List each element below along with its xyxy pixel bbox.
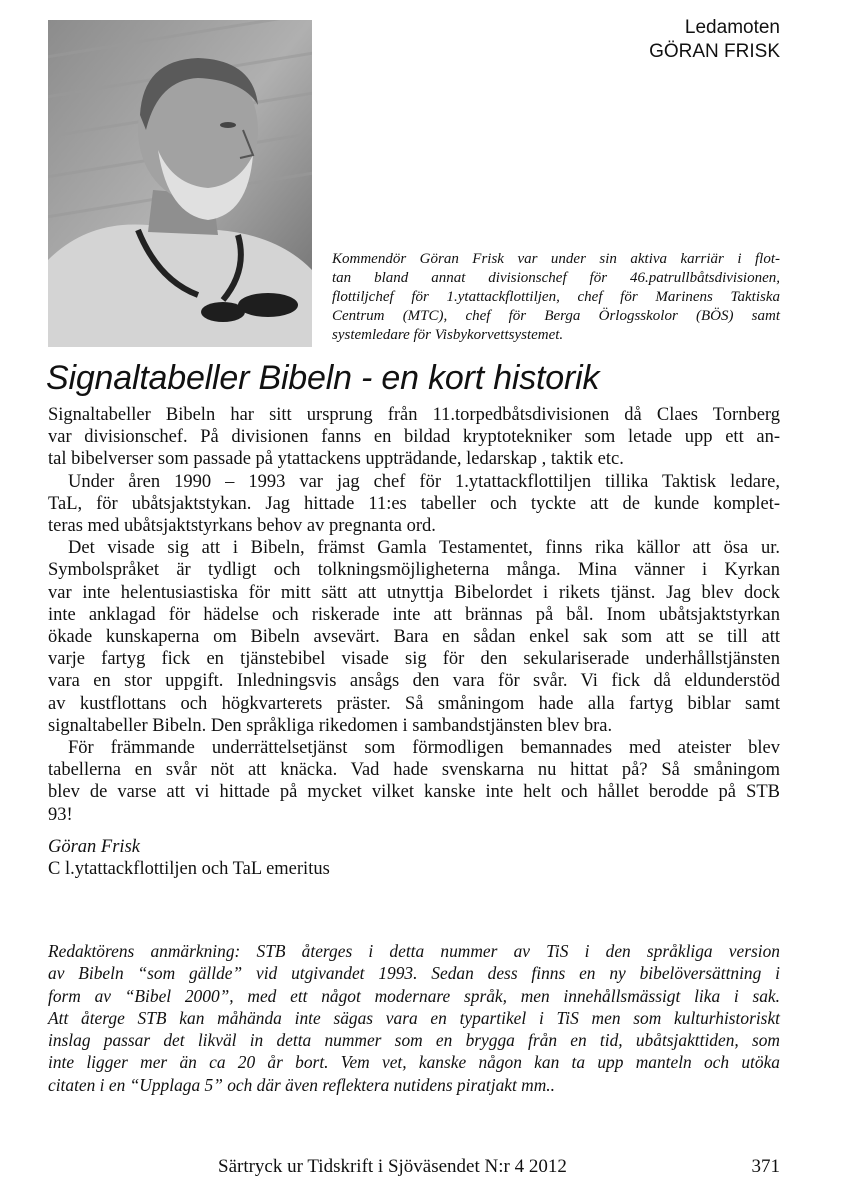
text-line: teras med ubåtsjaktstyrkans behov av pregnanta ord.: [48, 516, 436, 537]
text-line: För främmande underrättelsetjänst som förmodligen bemannades med ateister blev: [68, 738, 780, 759]
text-line: var divisionschef. På divisionen fanns en bildad kryptotekniker som letade upp ett an-: [48, 427, 780, 448]
caption-line: tan bland annat divisionschef för 46.patrullbåtsdivisionen,: [332, 270, 780, 286]
page-number: 371: [751, 1156, 780, 1177]
text-line: vara en stor uppgift. Inledningsvis ansågs den vara för svår. Vi fick då eldunderstöd: [48, 671, 780, 692]
paragraph: [48, 537, 780, 737]
editor-line: inslag passar det likväl in detta nummer som en brygga från en tid, ubåtsjakttiden, som: [48, 1030, 780, 1051]
editor-line: form av “Bibel 2000”, med ett något modernare språk, men innehållsmässigt lika i sak.: [48, 985, 780, 1006]
paragraph: [48, 737, 780, 826]
portrait-illustration: [48, 20, 312, 347]
caption-line: Centrum (MTC), chef för Berga Örlogsskolor (BÖS) samt: [332, 308, 780, 324]
article-body: [48, 404, 780, 880]
text-line: var inte helentusiastiska för mitt sätt att utnyttja Bibelordet i rikets tjänst. Jag blev dock: [48, 582, 780, 603]
paragraph: [48, 404, 780, 471]
editor-line: citaten i en “Upplaga 5” och där även reflektera nutidens piratjakt mm..: [48, 1074, 555, 1095]
text-line: Signaltabeller Bibeln har sitt ursprung från 11.torpedbåtsdivisionen då Claes Tornberg: [48, 405, 780, 425]
author-name: GÖRAN FRISK: [649, 41, 780, 62]
text-line: varje fartyg fick en tjänstebibel visade sig för den sekulariserade underhållstjänsten: [48, 649, 780, 670]
caption-line: flottiljchef för 1.ytattackflottiljen, chef för Marinens Taktiska: [332, 289, 780, 305]
signature-role: C l.ytattackflottiljen och TaL emeritus: [48, 859, 330, 880]
text-line: 93!: [48, 804, 73, 825]
editor-note: [48, 940, 780, 1096]
text-line: inte anklagad för hädelse och riskerade inte att brännas på bål. Inom ubåtsjaktstyrkan: [48, 604, 780, 625]
text-line: Under åren 1990 – 1993 var jag chef för 1.ytattackflottiljen tillika Taktisk ledare,: [68, 471, 780, 492]
text-line: tal bibelverser som passade på ytattackens uppträdande, ledarskap , taktik etc.: [48, 449, 624, 470]
photo-caption: [332, 250, 780, 345]
author-role: Ledamoten: [684, 17, 780, 38]
text-line: Det visade sig att i Bibeln, främst Gamla Testamentet, finns rika källor att ösa ur.: [68, 538, 780, 559]
text-line: Symbolspråket är tydligt och tolkningsmöjligheterna många. Mina vänner i Kyrkan: [48, 560, 780, 581]
editor-line: Att återge STB kan måhända inte sägas vara en typartikel i TiS men som kulturhistoriskt: [48, 1007, 780, 1028]
text-line: av kustflottans och högkvarterets präster. Så småningom hade alla fartyg biblar samt: [48, 693, 780, 714]
journal-reference: Särtryck ur Tidskrift i Sjöväsendet N:r 4 2012: [218, 1156, 567, 1177]
author-header: [649, 16, 780, 64]
text-line: tabellerna en svår nöt att knäcka. Vad hade svenskarna nu hittat på? Så småningom: [48, 760, 780, 781]
caption-line: Kommendör Göran Frisk var under sin aktiva karriär i flot-: [332, 251, 780, 267]
paragraph: [48, 471, 780, 538]
text-line: ökade kunskaperna om Bibeln avsevärt. Bara en sådan enkel sak som att se till att: [48, 627, 780, 648]
text-line: TaL, för ubåtsjaktstykan. Jag hittade 11:es tabeller och tyckte att de kunde komplet-: [48, 493, 780, 514]
caption-line: systemledare för Visbykorvettsystemet.: [332, 327, 564, 343]
text-line: blev de varse att vi hittade på mycket vilket kanske inte helt och hållet berodde på STB: [48, 782, 780, 803]
author-photo: [48, 20, 312, 347]
article-title: Signaltabeller Bibeln - en kort historik: [46, 359, 600, 397]
text-line: signaltabeller Bibeln. Den språkliga rikedomen i sambandstjänsten blev bra.: [48, 715, 613, 736]
signature-name: Göran Frisk: [48, 836, 140, 857]
editor-line: inte ligger mer än ca 20 år bort. Vem vet, kanske någon kan ta upp manteln och utöka: [48, 1052, 780, 1073]
editor-line: av Bibeln “som gällde” vid utgivandet 1993. Sedan dess finns en ny bibelöversättning i: [48, 963, 780, 984]
editor-line: Redaktörens anmärkning: STB återges i detta nummer av TiS i den språkliga version: [48, 941, 780, 961]
